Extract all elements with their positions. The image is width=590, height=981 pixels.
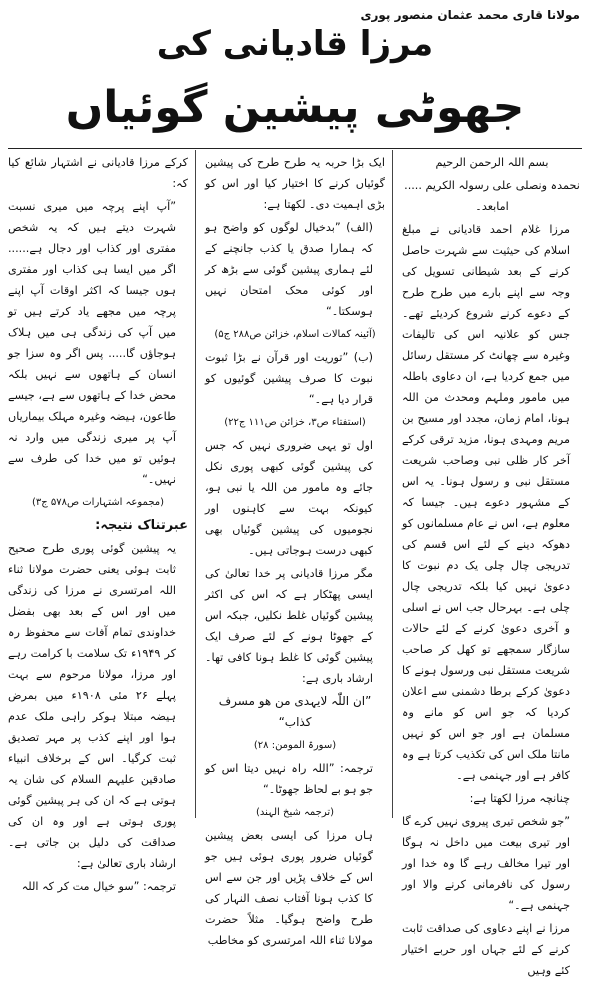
- quote: ”جو شخص تیری پیروی نہیں کرے گا اور تیری بیعت میں داخل نہ ہوگا اور تیرا مخالف رہے گا وہ خدا اور رسول کی نافرمانی کرنے والا اور جہنمی ہے۔“: [402, 815, 570, 912]
- author-name: مولانا قاری محمد عثمان منصور پوری: [360, 8, 580, 22]
- quote: ”آپ اپنے پرچہ میں میری نسبت شہرت دیتے ہیں کہ یہ شخص مفتری اور کذاب اور دجال ہے...... اگر میں ایسا ہی کذاب اور مفتری ہوں جیسا کہ اکثر اوقات آپ اپنے پرچہ میں مجھے یاد کرتے ہیں تو میں آپ کی زندگی ہی میں ہلاک ہوجاؤں گا..... پس اگر وہ سزا جو انسان کے ہاتھوں سے نہیں بلکہ محض خدا کے ہاتھوں سے ہے، جیسے طاعون، ہیضہ وغیرہ مہلک بیماریاں آپ پر میری زندگی میں وارد نہ ہوئیں تو میں خدا کی طرف سے نہیں۔“: [8, 200, 176, 486]
- paragraph: چنانچہ مرزا لکھتا ہے:: [469, 792, 570, 805]
- paragraph: مرزا غلام احمد قادیانی نے مبلغ اسلام کی حیثیت سے شہرت حاصل کرنے کے بعد شیطانی تسویل کی وجہ سے اپنے بارے میں طرح طرح کے دعوے کرنے شروع کردیئے تھے۔ جس کو علانیہ اس کی تالیفات وغیرہ سے چھانٹ کر مستقل رسائل میں جمع کردیا ہے، ان دعاوی باطلہ میں مامور وملہم ومحدث من اللہ ہونا، امام زمان، مجدد اور مسیح بن مریم ومہدی ہونا، مزید ترقی کرکے آخر کار ظلی نبی وصاحب شریعت مستقل نبی و رسول ہونا۔ یہ اس کے مشہور دعوے ہیں۔ جیسا کہ معلوم ہے، اس نے عام مسلمانوں کو دھوکہ دینے کے لئے اس قسم کی تدریجی چال چلی یک دم نبوت کا دعویٰ نہیں کیا بلکہ تدریجی چال چلی ہے۔ بہرحال جب اس نے اسلی و آخری دعویٰ کرنے کے لئے حالات سازگار سمجھے تو کھل کر صاحب شریعت مستقل نبی ورسول ہونے کا دعویٰ کرکے برطا دشمنی سے اعلان کردیا کہ جو اس کو مانے وہ مسلمان ہے اور جو اس کو نہیں مانتا ملک اس کی تکذیب کرتا ہے وہ کافر ہے اور جہنمی ہے۔: [402, 223, 570, 782]
- paragraph: کرکے مرزا قادیانی نے اشتہار شائع کیا کہ:: [8, 156, 188, 190]
- quote: (الف) ”بدخیال لوگوں کو واضح ہو کہ ہمارا صدق یا کذب جانچنے کے لئے ہماری پیشین گوئی سے بڑھ کر اور کوئی محک امتحان نہیں ہوسکتا۔“: [205, 221, 373, 318]
- reference: (مجموعہ اشتہارات ص۵۷۸ ج۳): [31, 497, 165, 508]
- translation-reference: (ترجمہ شیخ الہند): [255, 807, 335, 818]
- reference: (استفتاء ص۳، خزائن ص۱۱۱ ج۲۲): [224, 417, 366, 428]
- translation: ترجمہ: ”سو خیال مت کر کہ اللہ: [21, 880, 176, 893]
- hamd: نحمدہ ونصلی علی رسولہ الکریم ..... امابعد۔: [404, 179, 580, 213]
- article-title-line2: جھوٹی پیشین گوئیاں: [65, 82, 525, 133]
- paragraph: یہ پیشین گوئی پوری طرح صحیح ثابت ہوئی یعنی حضرت مولانا ثناء اللہ امرتسری نے مرزا کی زندگی میں اور اس کے بعد بھی بفضل خداوندی تمام آفات سے محفوظ رہ کر ۱۹۴۹ء تک سلامت با کرامت رہے اور مرزا، مولانا مرحوم سے بہت پہلے ۲۶ مئی ۱۹۰۸ء میں بمرض ہیضہ مبتلا ہوکر راہی ملک عدم ہوا اور اپنے کذب پر مہر تصدیق ثبت کرگیا۔ اس کے برخلاف انبیاء صادقین علیہم السلام کی شان یہ ہوتی ہے کہ ان کی ہر پیشین گوئی پوری ہوتی ہے اور وہ ان کی صداقت کی دلیل بن جاتی ہے۔ ارشاد باری تعالیٰ ہے:: [8, 542, 177, 870]
- ayah-reference: (سورۃ المومن: ۲۸): [253, 740, 337, 751]
- ayah: ”ان اللّٰہ لایہدی من ھو مسرف کذاب“: [218, 694, 372, 729]
- paragraph: ایک بڑا حربہ یہ طرح طرح کی پیشین گوئیاں کرنے کا اختیار کیا اور اس کو بڑی اہمیت دی۔ لکھتا ہے:: [205, 156, 385, 211]
- reference: (آئینہ کمالات اسلام، خزائن ص۲۸۸ ج۵): [214, 329, 376, 340]
- bismillah: بسم اللہ الرحمن الرحیم: [435, 156, 549, 169]
- paragraph: ہاں مرزا کی ایسی بعض پیشین گوئیاں ضرور پوری ہوئی ہیں جو اس کے خلاف پڑیں اور جن سے اس کا کذب ہونا آفتاب نصف النہار کی طرح واضح ہوگیا۔ مثلاً حضرت مولانا ثناء اللہ امرتسری کو مخاطب: [205, 829, 373, 947]
- column-middle: [205, 152, 385, 947]
- paragraph: مرزا نے اپنے دعاوی کی صداقت ثابت کرنے کے لئے جہاں اور حربے اختیار کئے وہیں: [402, 922, 570, 977]
- column-right: [402, 152, 582, 977]
- column-left: [8, 152, 188, 893]
- column-divider-2: [195, 150, 196, 818]
- quote: (ب) ”توریت اور قرآن نے بڑا ثبوت نبوت کا صرف پیشین گوئیوں کو قرار دیا ہے۔“: [205, 351, 373, 406]
- translation: ترجمہ: ”اللہ راہ نہیں دیتا اس کو جو ہو بے لحاظ جھوٹا۔“: [205, 762, 373, 796]
- article-title-line1: مرزا قادیانی کی: [156, 24, 434, 64]
- section-heading: عبرتناک نتیجہ:: [95, 518, 188, 533]
- paragraph: مگر مرزا قادیانی پر خدا تعالیٰ کی ایسی پھٹکار ہے کہ اس کی اکثر پیشین گوئیاں غلط نکلیں، جبکہ اس کے جھوٹا ہونے کے لئے صرف ایک پیشین گوئی کا غلط ہونا کافی تھا۔ ارشاد باری ہے:: [205, 567, 373, 685]
- header-rule: [8, 148, 582, 149]
- column-divider-1: [392, 150, 393, 818]
- paragraph: اول تو یہی ضروری نہیں کہ جس کی پیشین گوئی کبھی پوری نکل جائے وہ مامور من اللہ یا نبی ہو، کیونکہ بہت سے کاہنوں اور نجومیوں کی پیشین گوئیاں بھی کبھی درست ہوجاتی ہیں۔: [205, 439, 373, 557]
